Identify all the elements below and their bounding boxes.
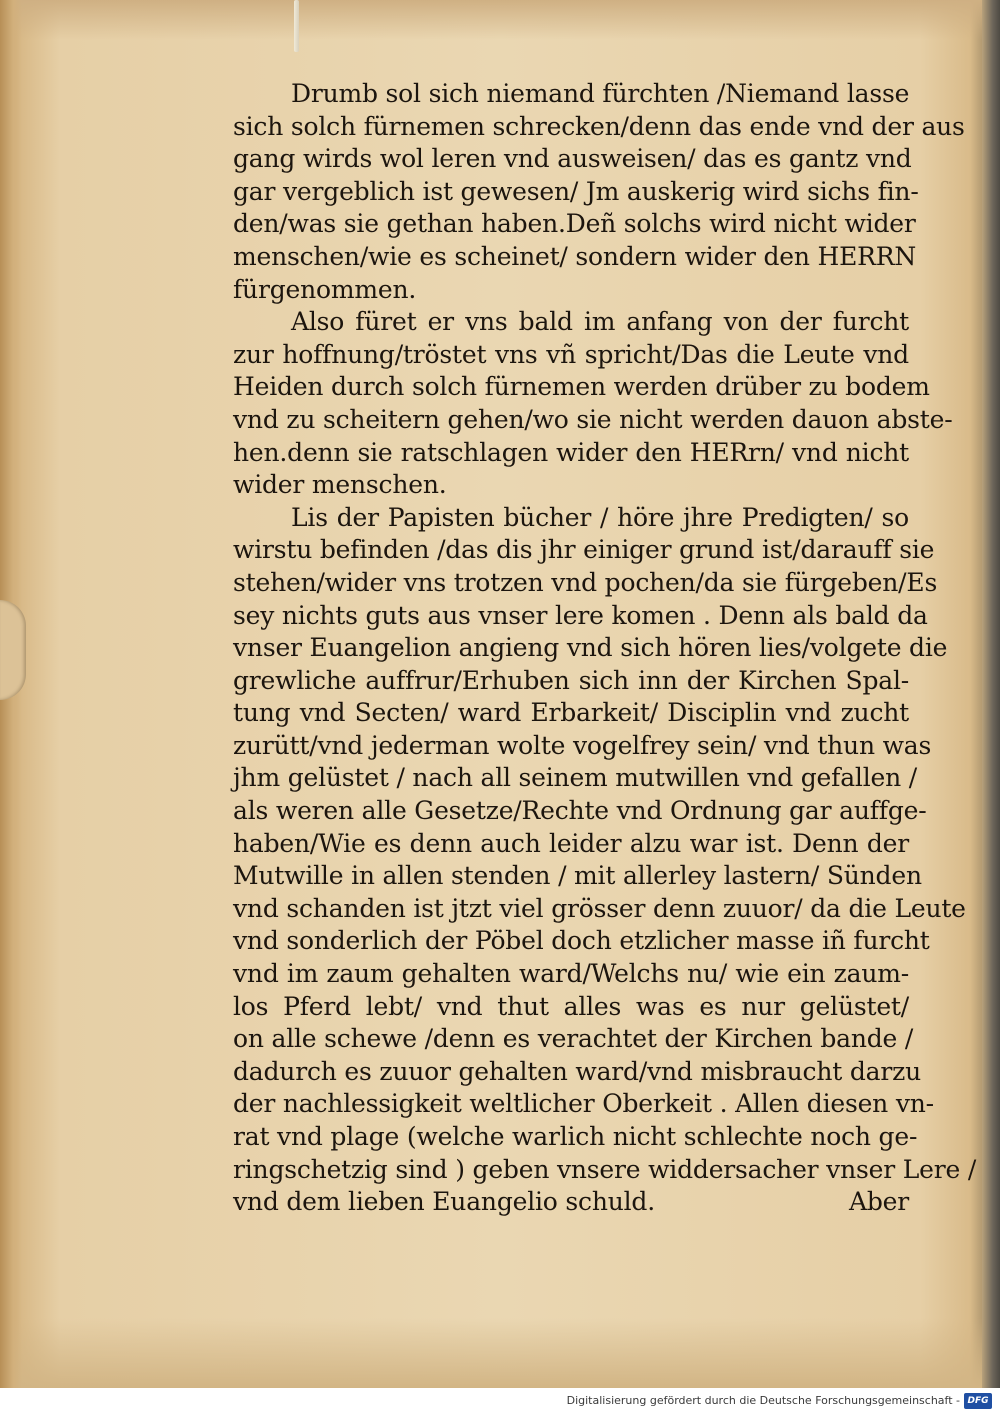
text-line: Also füret er vns bald im anfang von der furcht (291, 307, 909, 337)
text-line: hen.denn sie ratschlagen wider den HERrn/ vnd nicht (233, 437, 909, 467)
text-line: ringschetzig sind ) geben vnsere widdersacher vnser Lere / (233, 1154, 977, 1184)
text-line: wider menschen. (233, 470, 447, 500)
funding-credit: Digitalisierung gefördert durch die Deutsche Forschungsgemeinschaft - (566, 1394, 960, 1407)
text-line: on alle schewe /denn es verachtet der Kirchen bande / (233, 1024, 914, 1054)
text-line: haben/Wie es denn auch leider alzu war ist. Denn der (233, 828, 909, 858)
text-line: Mutwille in allen stenden / mit allerley lastern/ Sünden (233, 861, 922, 891)
text-line: vnd zu scheitern gehen/wo sie nicht werden dauon abste- (233, 404, 953, 434)
text-line: vnd im zaum gehalten ward/Welchs nu/ wie ein zaum- (233, 959, 909, 989)
text-line: sey nichts guts aus vnser lere komen . Denn als bald da (233, 600, 928, 630)
page-text (233, 78, 977, 1219)
text-line: gar vergeblich ist gewesen/ Jm auskerig wird sichs fin- (233, 176, 919, 206)
text-line: sich solch fürnemen schrecken/denn das ende vnd der aus (233, 111, 965, 141)
page-top-shading (0, 0, 1000, 40)
page-right-edge (982, 0, 1000, 1388)
text-line: als weren alle Gesetze/Rechte vnd Ordnung gar auffge- (233, 796, 927, 826)
page-tab-notch (0, 600, 26, 700)
text-line: menschen/wie es scheinet/ sondern wider den HERRN (233, 241, 917, 271)
text-line: stehen/wider vns trotzen vnd pochen/da sie fürgeben/Es (233, 567, 938, 597)
page-bottom-shading (0, 1318, 1000, 1388)
text-line: vnser Euangelion angieng vnd sich hören lies/volgete die (233, 633, 948, 663)
text-line: zurütt/vnd jederman wolte vogelfrey sein/ vnd thun was (233, 730, 932, 760)
text-line: wirstu befinden /das dis jhr einiger grund ist/darauff sie (233, 535, 935, 565)
text-line: tung vnd Secten/ ward Erbarkeit/ Disciplin vnd zucht (233, 698, 909, 728)
text-line: dadurch es zuuor gehalten ward/vnd misbraucht darzu (233, 1056, 921, 1086)
dfg-logo-icon: DFG (964, 1393, 992, 1409)
text-line: los Pferd lebt/ vnd thut alles was es nur gelüstet/ (233, 991, 909, 1021)
text-line: fürgenommen. (233, 274, 417, 304)
binding-thread (294, 0, 299, 52)
text-line: jhm gelüstet / nach all seinem mutwillen vnd gefallen / (233, 763, 917, 793)
text-line: gang wirds wol leren vnd ausweisen/ das es gantz vnd (233, 144, 912, 174)
text-line-final: vnd dem lieben Euangelio schuld. (233, 1187, 655, 1217)
catchword: Aber (848, 1187, 909, 1217)
text-line: vnd schanden ist jtzt viel grösser denn zuuor/ da die Leute (233, 893, 966, 923)
footer-bar (0, 1388, 1000, 1415)
text-line: Drumb sol sich niemand fürchten /Niemand lasse (291, 79, 910, 108)
text-line: zur hoffnung/tröstet vns vñ spricht/Das die Leute vnd (233, 339, 909, 369)
text-line: den/was sie gethan haben.Deñ solchs wird nicht wider (233, 209, 916, 239)
text-line: grewliche auffrur/Erhuben sich inn der Kirchen Spal- (233, 665, 909, 695)
text-line: vnd sonderlich der Pöbel doch etzlicher masse iñ furcht (233, 926, 930, 956)
last-line (233, 1186, 909, 1219)
text-line: rat vnd plage (welche warlich nicht schlechte noch ge- (233, 1122, 918, 1151)
text-line: Heiden durch solch fürnemen werden drüber zu bodem (233, 372, 930, 402)
text-line: Lis der Papisten bücher / höre jhre Predigten/ so (291, 502, 909, 532)
text-line: der nachlessigkeit weltlicher Oberkeit . Allen diesen vn- (233, 1089, 934, 1119)
